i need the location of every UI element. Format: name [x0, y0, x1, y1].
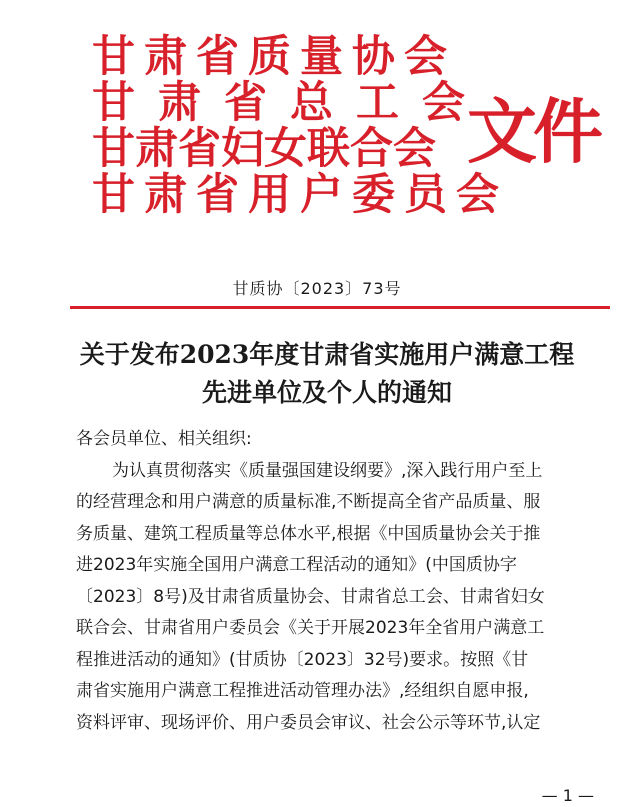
issuer-block	[92, 32, 508, 220]
document-number: 甘质协〔2023〕73号	[232, 279, 402, 298]
body-line: 的经营理念和用户满意的质量标准,不断提高全省产品质量、服	[76, 492, 541, 512]
body-line: 务质量、建筑工程质量等总体水平,根据《中国质量协会关于推	[76, 523, 541, 544]
body-line: 为认真贯彻落实《质量强国建设纲要》,深入践行用户至上	[112, 460, 543, 481]
red-divider-line	[70, 306, 610, 309]
body-line: 联合会、甘肃省用户委员会《关于开展2023年全省用户满意工	[76, 618, 545, 638]
body-line: 肃省实施用户满意工程推进活动管理办法》,经组织自愿申报,	[76, 681, 529, 701]
title-line-2: 先进单位及个人的通知	[201, 378, 452, 407]
issuer-user-committee: 甘肃省用户委员会	[92, 170, 508, 220]
salutation: 各会员单位、相关组织:	[76, 429, 252, 449]
body-line: 程推进活动的通知》(甘质协〔2023〕32号)要求。按照《甘	[76, 649, 529, 670]
body-line: 进2023年实施全国用户满意工程活动的通知》(中国质协字	[76, 555, 517, 575]
page-number: — 1 —	[541, 786, 594, 805]
title-line-1: 关于发布2023年度甘肃省实施用户满意工程	[79, 340, 575, 369]
issuer-trade-union: 甘肃省总工会	[92, 78, 488, 128]
body-line: 〔2023〕8号)及甘肃省质量协会、甘肃省总工会、甘肃省妇女	[76, 586, 545, 607]
document-title	[40, 336, 614, 412]
issuer-womens-federation: 甘肃省妇女联合会	[92, 124, 436, 174]
body-line: 资料评审、现场评价、用户委员会审议、社会公示等环节,认定	[76, 712, 541, 733]
document-body	[76, 424, 606, 739]
document-type-label: 文件	[467, 90, 599, 173]
issuer-quality-association: 甘肃省质量协会	[92, 32, 456, 82]
